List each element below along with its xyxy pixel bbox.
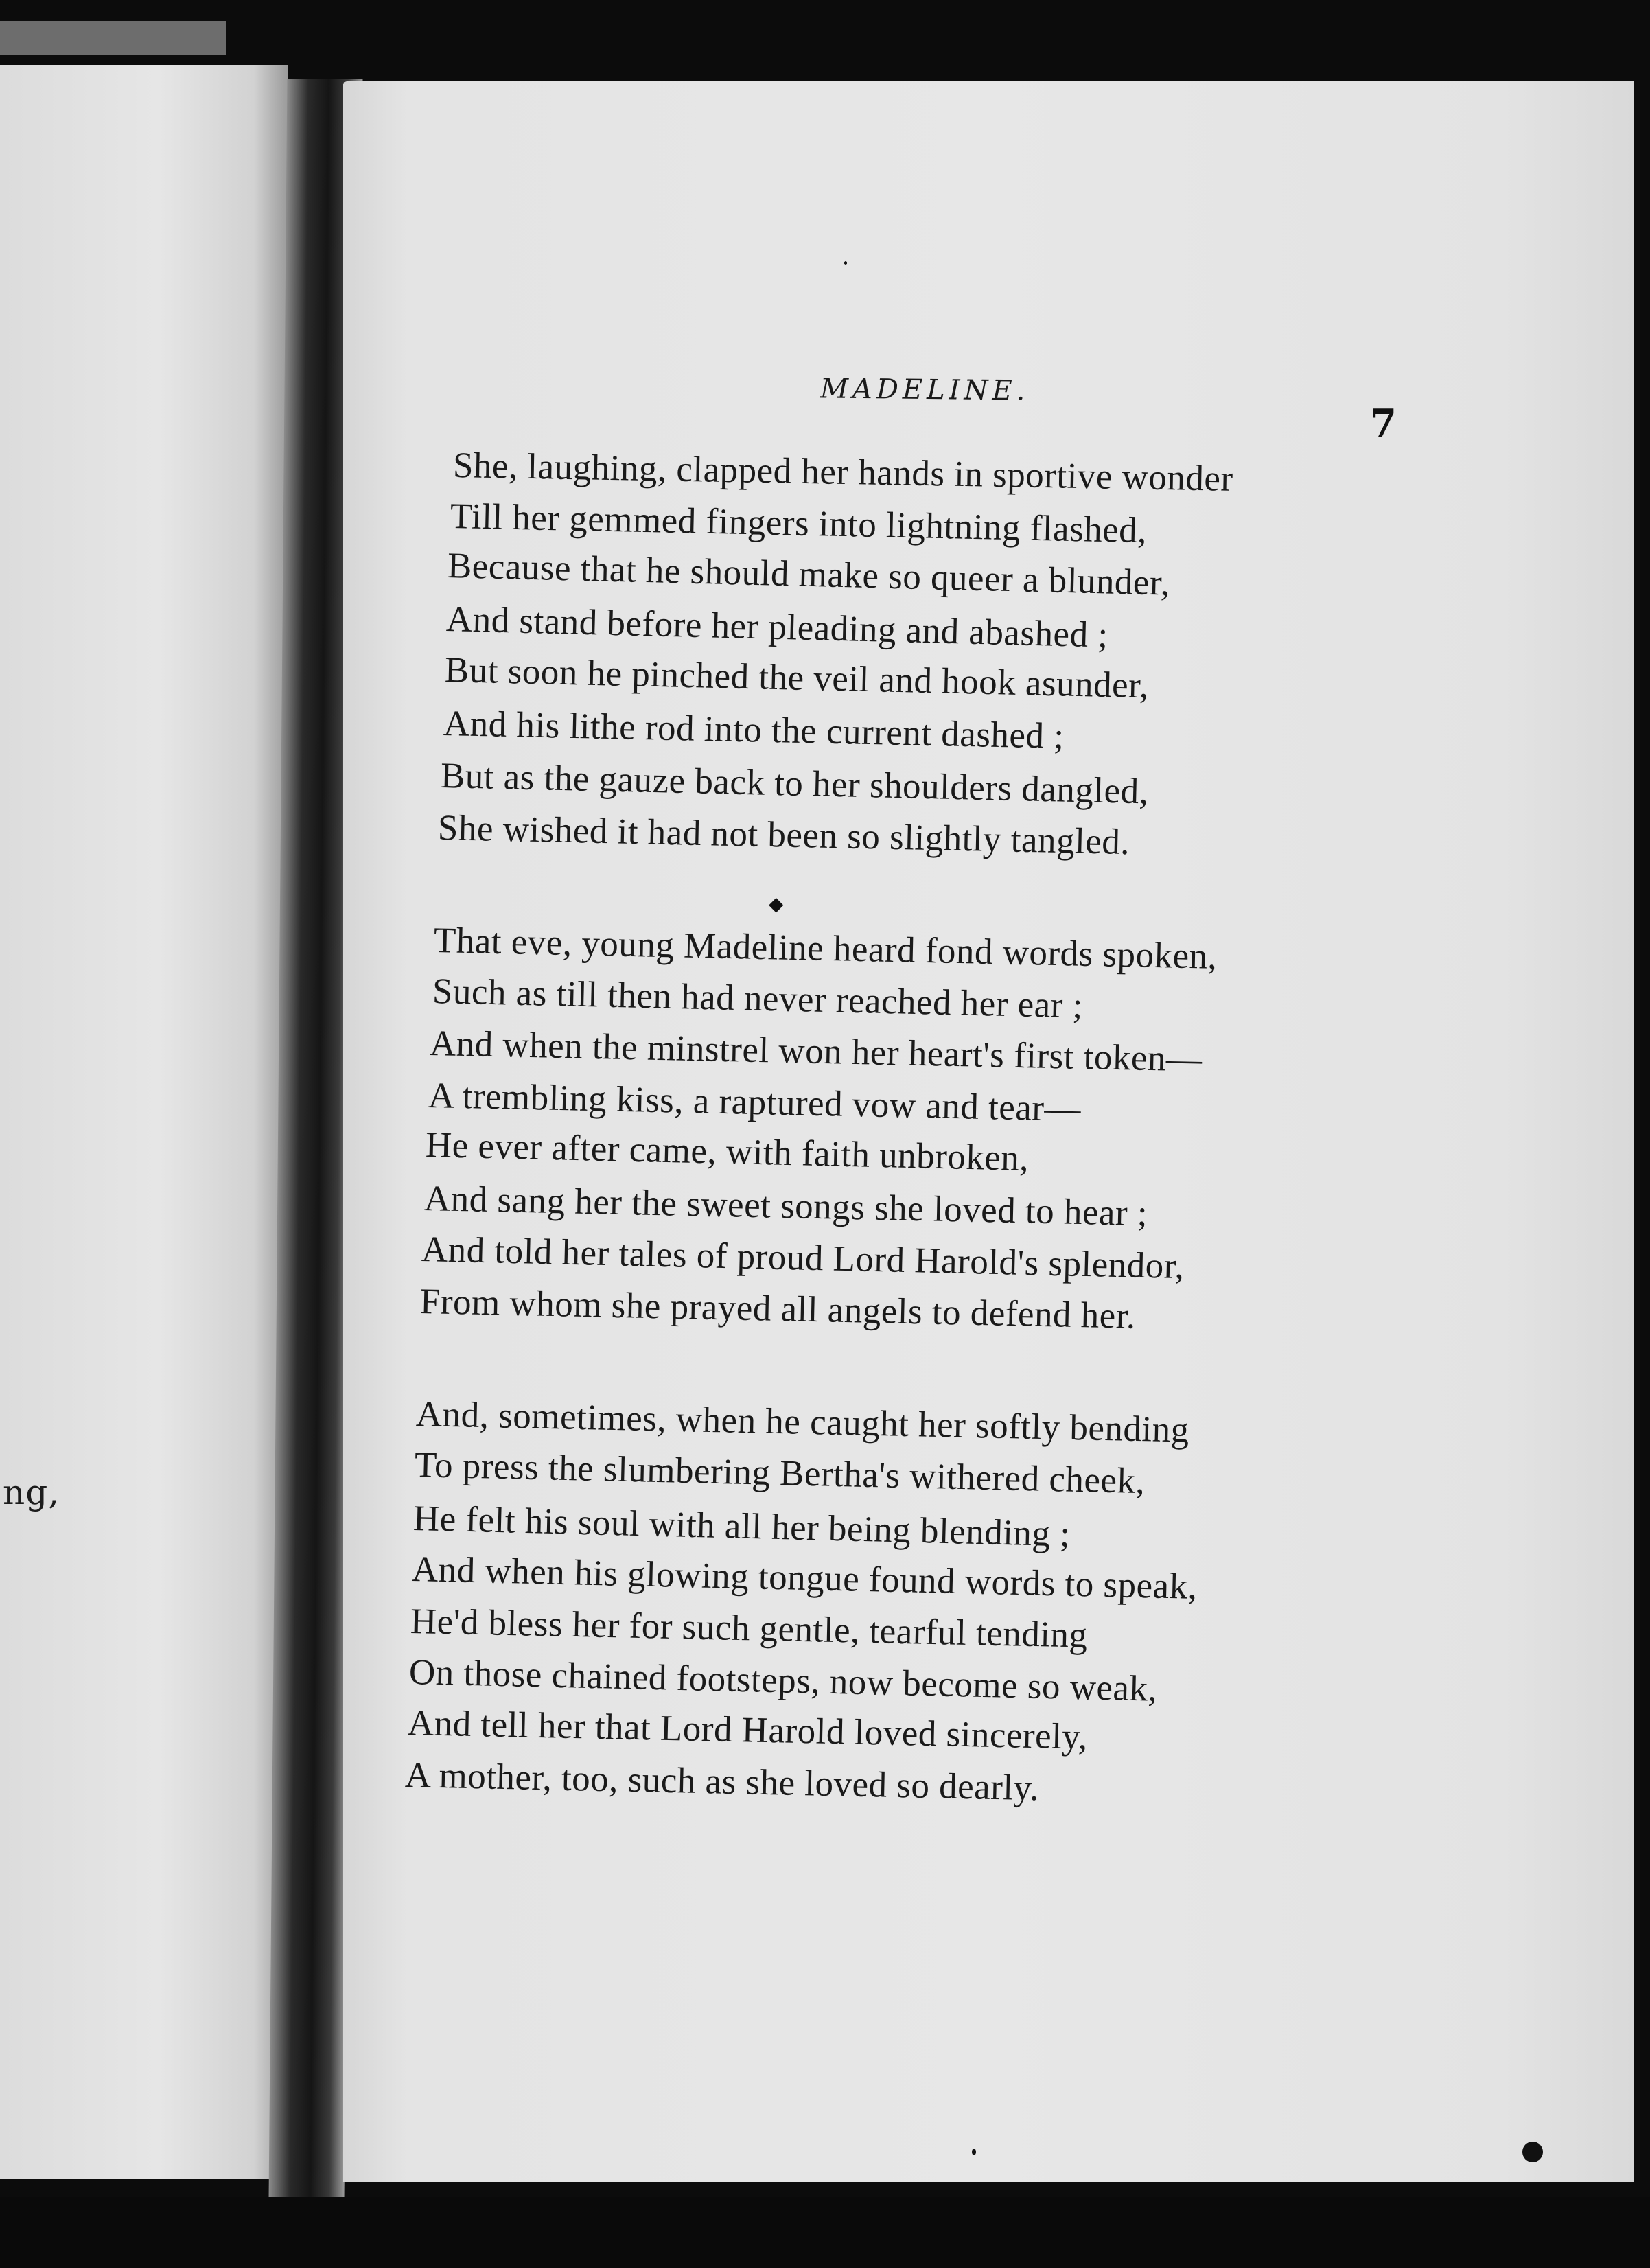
left-page-text-fragment: ng,	[3, 1472, 60, 1512]
scan-speck	[1522, 2142, 1543, 2162]
poem-line: Such as till then had never reached her ear ;	[432, 971, 1084, 1026]
poem-line: On those chained footsteps, now become so weak,	[408, 1652, 1158, 1709]
poem-line: From whom she prayed all angels to defend her.	[419, 1282, 1137, 1336]
poem-line: And tell her that Lord Harold loved sincerely,	[407, 1703, 1089, 1757]
poem-line: And told her tales of proud Lord Harold's splendor,	[421, 1229, 1185, 1287]
poem-line: And, sometimes, when he caught her softly bending	[415, 1394, 1190, 1450]
running-head: MADELINE.	[820, 373, 1030, 407]
scan-speck	[972, 2149, 976, 2155]
poem-line: And sang her the sweet songs she loved to hear ;	[423, 1179, 1148, 1234]
poem-line: He felt his soul with all her being blending ;	[412, 1498, 1071, 1555]
scan-bottom-edge	[0, 2197, 1650, 2268]
poem-line: And when the minstrel won her heart's first token—	[429, 1023, 1204, 1080]
stanza-ornament: ◆	[769, 892, 784, 915]
poem-line: And when his glowing tongue found words to speak,	[411, 1549, 1198, 1607]
poem-line: He'd bless her for such gentle, tearful tending	[410, 1601, 1089, 1656]
poem-line: But soon he pinched the veil and hook asunder,	[444, 650, 1150, 706]
scan-speck	[844, 261, 847, 265]
poem-line: He ever after came, with faith unbroken,	[425, 1125, 1030, 1179]
poem-line: To press the slumbering Bertha's withered cheek,	[414, 1445, 1146, 1502]
left-page	[0, 65, 288, 2179]
poem-line: A mother, too, such as she loved so dearly.	[404, 1755, 1040, 1809]
left-page-top-edge	[0, 21, 226, 55]
poem-line: But as the gauze back to her shoulders dangled,	[440, 756, 1150, 812]
page-number: 7	[1370, 401, 1397, 446]
poem-line: A trembling kiss, a raptured vow and tear—	[428, 1076, 1082, 1129]
poem-line: Because that he should make so queer a blunder,	[447, 546, 1171, 603]
poem-line: And stand before her pleading and abashed ;	[445, 599, 1109, 656]
poem-line: That eve, young Madeline heard fond words spoken,	[433, 921, 1218, 977]
poem-line: Till her gemmed fingers into lightning flashed,	[450, 496, 1148, 551]
poem-line: She, laughing, clapped her hands in sportive wonder	[452, 445, 1234, 499]
poem-line: And his lithe rod into the current dashed ;	[443, 704, 1065, 756]
poem-line: She wished it had not been so slightly tangled.	[437, 808, 1130, 863]
